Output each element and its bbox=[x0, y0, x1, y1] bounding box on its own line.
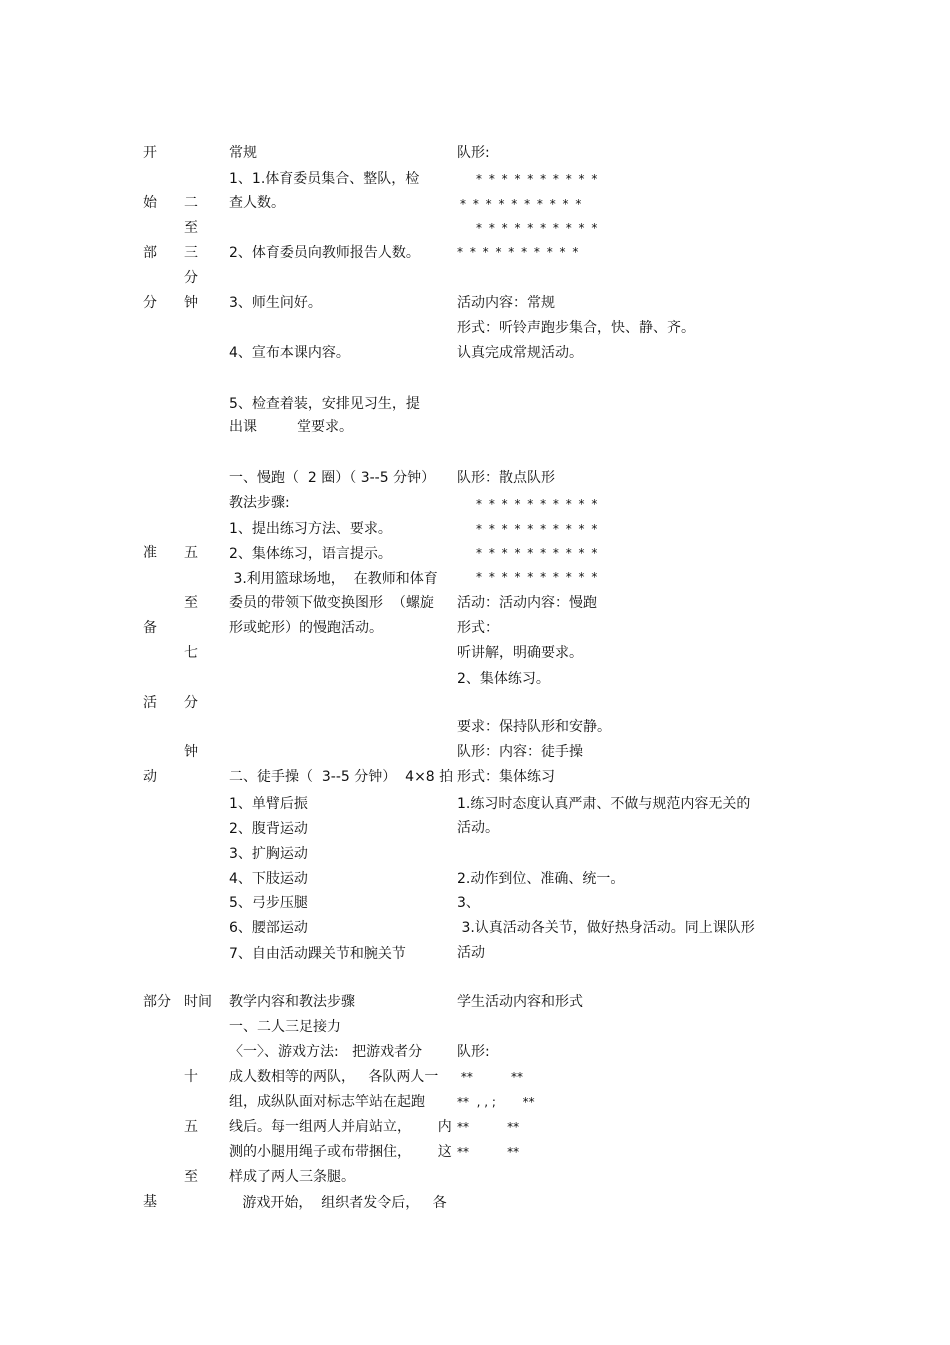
time-char: 五 bbox=[184, 545, 198, 561]
formation-stars: * * * * * * * * * * bbox=[476, 497, 599, 511]
student-line: 2.动作到位、准确、统一。 bbox=[457, 871, 625, 887]
formation-marks: ** ** bbox=[457, 1145, 520, 1159]
time-char: 分 bbox=[184, 695, 198, 711]
time-char: 七 bbox=[184, 645, 198, 661]
student-line: 形式：集体练习 bbox=[457, 769, 555, 785]
content-line: 1、单臂后振 bbox=[229, 796, 308, 812]
formation-stars: * * * * * * * * * * bbox=[460, 197, 583, 211]
student-line: 1.练习时态度认真严肃、不做与规范内容无关的 bbox=[457, 796, 751, 812]
part-char: 始 bbox=[143, 195, 157, 211]
content-line: 2、体育委员向教师报告人数。 bbox=[229, 245, 420, 261]
student-line: 队形：散点队形 bbox=[457, 470, 555, 486]
student-line: 活动内容：常规 bbox=[457, 295, 555, 311]
content-line: 2、集体练习，语言提示。 bbox=[229, 546, 392, 562]
time-char: 钟 bbox=[184, 295, 198, 311]
content-line: 游戏开始， 组织者发令后， 各 bbox=[229, 1195, 447, 1211]
part-char: 准 bbox=[143, 545, 157, 561]
part-char: 分 bbox=[143, 295, 157, 311]
formation-marks: ** ** bbox=[457, 1070, 523, 1084]
formation-stars: * * * * * * * * * * bbox=[476, 221, 599, 235]
content-line: 3.利用篮球场地， 在教师和体育 bbox=[229, 571, 438, 587]
formation-marks: ** , , ; ** bbox=[457, 1095, 535, 1109]
time-char: 分 bbox=[184, 270, 198, 286]
content-line: 5、弓步压腿 bbox=[229, 895, 308, 911]
part-char: 基 bbox=[143, 1194, 157, 1210]
student-line: 2、集体练习。 bbox=[457, 671, 550, 687]
time-char: 至 bbox=[184, 595, 198, 611]
content-line: 查人数。 bbox=[229, 195, 285, 211]
content-line: 组，成纵队面对标志竿站在起跑 bbox=[229, 1094, 425, 1110]
part-char: 备 bbox=[143, 620, 157, 636]
time-char: 五 bbox=[184, 1119, 198, 1135]
student-line: 活动。 bbox=[457, 820, 499, 836]
content-line: 一、二人三足接力 bbox=[229, 1019, 341, 1035]
time-char: 钟 bbox=[184, 744, 198, 760]
content-line: 委员的带领下做变换图形 （螺旋 bbox=[229, 595, 434, 611]
content-line: 常规 bbox=[229, 145, 257, 161]
content-line: 3、师生问好。 bbox=[229, 295, 322, 311]
content-line: 二、徒手操（ 3--5 分钟） 4×8 拍 bbox=[229, 769, 454, 785]
content-line: 4、宣布本课内容。 bbox=[229, 345, 350, 361]
student-line: 形式：听铃声跑步集合，快、静、齐。 bbox=[457, 320, 695, 336]
time-char: 十 bbox=[184, 1069, 198, 1085]
student-line: 形式： bbox=[457, 620, 499, 636]
header-time: 时间 bbox=[184, 994, 212, 1010]
content-line: 2、腹背运动 bbox=[229, 821, 308, 837]
header-student: 学生活动内容和形式 bbox=[457, 994, 583, 1010]
content-line: 出课 堂要求。 bbox=[229, 419, 354, 435]
content-line: 1、提出练习方法、要求。 bbox=[229, 521, 392, 537]
content-line: 一、慢跑（ 2 圈）（ 3--5 分钟） bbox=[229, 470, 436, 486]
student-line: 听讲解，明确要求。 bbox=[457, 645, 583, 661]
content-line: 6、腰部运动 bbox=[229, 920, 308, 936]
student-line: 要求：保持队形和安静。 bbox=[457, 719, 611, 735]
formation-stars: * * * * * * * * * * bbox=[476, 172, 599, 186]
content-line: 线后。每一组两人并肩站立， 内 bbox=[229, 1119, 452, 1135]
header-content: 教学内容和教法步骤 bbox=[229, 994, 355, 1010]
part-char: 动 bbox=[143, 769, 157, 785]
student-line: 队形: bbox=[457, 145, 490, 161]
content-line: 样成了两人三条腿。 bbox=[229, 1169, 355, 1185]
part-char: 开 bbox=[143, 145, 157, 161]
student-line: 3.认真活动各关节，做好热身活动。同上课队形 bbox=[457, 920, 755, 936]
content-line: 1、1.体育委员集合、整队，检 bbox=[229, 171, 420, 187]
formation-stars: * * * * * * * * * * bbox=[457, 245, 580, 259]
student-line: 认真完成常规活动。 bbox=[457, 345, 583, 361]
formation-stars: * * * * * * * * * * bbox=[476, 522, 599, 536]
content-line: 测的小腿用绳子或布带捆住， 这 bbox=[229, 1144, 452, 1160]
formation-marks: ** ** bbox=[457, 1120, 520, 1134]
formation-stars: * * * * * * * * * * bbox=[476, 570, 599, 584]
time-char: 至 bbox=[184, 1169, 198, 1185]
content-line: 形或蛇形）的慢跑活动。 bbox=[229, 620, 383, 636]
student-line: 3、 bbox=[457, 895, 480, 911]
content-line: 3、扩胸运动 bbox=[229, 846, 308, 862]
content-line: 4、下肢运动 bbox=[229, 871, 308, 887]
content-line: 成人数相等的两队， 各队两人一 bbox=[229, 1069, 439, 1085]
time-char: 三 bbox=[184, 245, 198, 261]
content-line: 7、自由活动踝关节和腕关节 bbox=[229, 946, 406, 962]
student-line: 活动 bbox=[457, 945, 485, 961]
content-line: 教法步骤: bbox=[229, 495, 290, 511]
content-line: 〈一〉、游戏方法: 把游戏者分 bbox=[229, 1044, 423, 1060]
student-line: 活动：活动内容：慢跑 bbox=[457, 595, 597, 611]
part-char: 部 bbox=[143, 245, 157, 261]
time-char: 至 bbox=[184, 220, 198, 236]
formation-stars: * * * * * * * * * * bbox=[476, 546, 599, 560]
part-char: 活 bbox=[143, 695, 157, 711]
student-line: 队形: bbox=[457, 1044, 490, 1060]
content-line: 5、检查着装，安排见习生，提 bbox=[229, 396, 420, 412]
time-char: 二 bbox=[184, 195, 198, 211]
student-line: 队形：内容：徒手操 bbox=[457, 744, 583, 760]
header-part: 部分 bbox=[143, 994, 171, 1010]
